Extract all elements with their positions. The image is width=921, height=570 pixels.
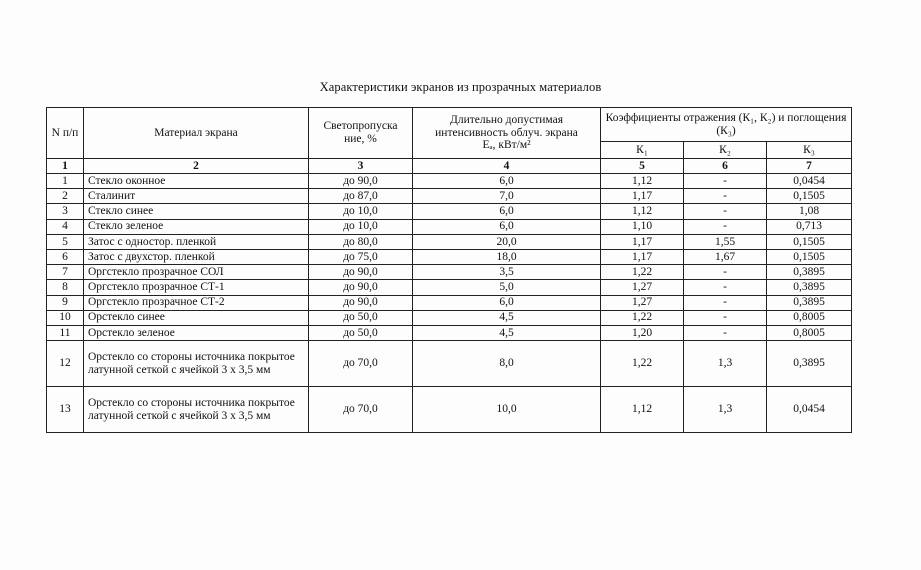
cell-material: Оргстекло прозрачное СТ-1 (84, 280, 309, 295)
cell-light-transmission: до 87,0 (309, 189, 413, 204)
header-intensity (413, 108, 601, 159)
cell-intensity: 3,5 (413, 265, 601, 280)
cell-material: Оргстекло прозрачное СОЛ (84, 265, 309, 280)
cell-k2: - (684, 189, 767, 204)
cell-k3: 0,8005 (767, 310, 852, 325)
materials-table (46, 107, 852, 433)
cell-intensity: 4,5 (413, 310, 601, 325)
column-number-row (47, 159, 852, 174)
cell-k3: 0,3895 (767, 341, 852, 387)
cell-k3: 0,8005 (767, 325, 852, 340)
cell-k1: 1,27 (601, 295, 684, 310)
column-number: 7 (767, 159, 852, 174)
cell-light-transmission: до 50,0 (309, 325, 413, 340)
header-k3: К₃ (767, 142, 852, 159)
cell-k3: 0,1505 (767, 234, 852, 249)
cell-n: 7 (47, 265, 84, 280)
cell-n: 8 (47, 280, 84, 295)
table-row (47, 174, 852, 189)
column-number: 5 (601, 159, 684, 174)
cell-k2: - (684, 295, 767, 310)
header-intensity-unit: Еₐ, кВт/м² (482, 139, 531, 152)
table-row (47, 219, 852, 234)
cell-k3: 0,0454 (767, 174, 852, 189)
cell-intensity: 6,0 (413, 219, 601, 234)
cell-k1: 1,22 (601, 341, 684, 387)
column-number: 3 (309, 159, 413, 174)
cell-intensity: 5,0 (413, 280, 601, 295)
header-k1: К₁ (601, 142, 684, 159)
cell-k3: 0,1505 (767, 189, 852, 204)
cell-k3: 0,3895 (767, 280, 852, 295)
table-row (47, 325, 852, 340)
cell-n: 12 (47, 341, 84, 387)
cell-k3: 0,713 (767, 219, 852, 234)
cell-n: 3 (47, 204, 84, 219)
cell-k3: 0,3895 (767, 295, 852, 310)
cell-k1: 1,10 (601, 219, 684, 234)
cell-k2: 1,3 (684, 341, 767, 387)
cell-k2: - (684, 310, 767, 325)
cell-light-transmission: до 50,0 (309, 310, 413, 325)
cell-k3: 0,1505 (767, 249, 852, 264)
cell-light-transmission: до 10,0 (309, 219, 413, 234)
cell-intensity: 6,0 (413, 204, 601, 219)
cell-n: 2 (47, 189, 84, 204)
cell-k1: 1,17 (601, 249, 684, 264)
cell-intensity: 10,0 (413, 387, 601, 433)
cell-k2: - (684, 265, 767, 280)
cell-k3: 0,3895 (767, 265, 852, 280)
table-row (47, 310, 852, 325)
cell-intensity: 20,0 (413, 234, 601, 249)
cell-material: Затос с двухстор. пленкой (84, 249, 309, 264)
cell-material: Орстекло зеленое (84, 325, 309, 340)
column-number: 4 (413, 159, 601, 174)
table-row (47, 387, 852, 433)
cell-light-transmission: до 80,0 (309, 234, 413, 249)
cell-material: Стекло зеленое (84, 219, 309, 234)
cell-material: Орстекло синее (84, 310, 309, 325)
cell-k2: 1,3 (684, 387, 767, 433)
cell-k2: - (684, 325, 767, 340)
cell-intensity: 6,0 (413, 174, 601, 189)
cell-n: 9 (47, 295, 84, 310)
cell-k1: 1,12 (601, 387, 684, 433)
header-n: N п/п (47, 108, 84, 159)
cell-material: Стекло оконное (84, 174, 309, 189)
cell-light-transmission: до 90,0 (309, 174, 413, 189)
table-row (47, 341, 852, 387)
cell-intensity: 18,0 (413, 249, 601, 264)
cell-material: Оргстекло прозрачное СТ-2 (84, 295, 309, 310)
table-row (47, 234, 852, 249)
cell-n: 13 (47, 387, 84, 433)
cell-n: 4 (47, 219, 84, 234)
cell-intensity: 4,5 (413, 325, 601, 340)
table-row (47, 204, 852, 219)
cell-n: 1 (47, 174, 84, 189)
cell-n: 6 (47, 249, 84, 264)
table-row (47, 265, 852, 280)
cell-light-transmission: до 10,0 (309, 204, 413, 219)
cell-k1: 1,12 (601, 204, 684, 219)
cell-k2: - (684, 174, 767, 189)
header-material: Материал экрана (84, 108, 309, 159)
cell-light-transmission: до 70,0 (309, 341, 413, 387)
cell-n: 5 (47, 234, 84, 249)
cell-k1: 1,17 (601, 189, 684, 204)
table-row (47, 249, 852, 264)
cell-n: 10 (47, 310, 84, 325)
cell-light-transmission: до 75,0 (309, 249, 413, 264)
header-intensity-text: Длительно допустимая интенсивность облуч. экрана (435, 114, 578, 139)
cell-k1: 1,20 (601, 325, 684, 340)
cell-k2: - (684, 219, 767, 234)
cell-k2: - (684, 280, 767, 295)
cell-k1: 1,22 (601, 265, 684, 280)
cell-k1: 1,22 (601, 310, 684, 325)
cell-intensity: 8,0 (413, 341, 601, 387)
cell-material: Стекло синее (84, 204, 309, 219)
cell-light-transmission: до 70,0 (309, 387, 413, 433)
column-number: 1 (47, 159, 84, 174)
cell-intensity: 7,0 (413, 189, 601, 204)
cell-light-transmission: до 90,0 (309, 295, 413, 310)
cell-material: Затос с одностор. пленкой (84, 234, 309, 249)
cell-material: Орстекло со стороны источника покрытое латунной сеткой с ячейкой 3 х 3,5 мм (84, 341, 309, 387)
cell-k1: 1,27 (601, 280, 684, 295)
table-row (47, 295, 852, 310)
cell-n: 11 (47, 325, 84, 340)
header-light-transmission: Светопропуска ние, % (309, 108, 413, 159)
cell-intensity: 6,0 (413, 295, 601, 310)
table-row (47, 280, 852, 295)
cell-k1: 1,12 (601, 174, 684, 189)
header-row (47, 108, 852, 142)
column-number: 6 (684, 159, 767, 174)
cell-light-transmission: до 90,0 (309, 280, 413, 295)
header-k2: К₂ (684, 142, 767, 159)
cell-k2: 1,55 (684, 234, 767, 249)
document-title: Характеристики экранов из прозрачных материалов (319, 80, 602, 94)
cell-k1: 1,17 (601, 234, 684, 249)
cell-material: Орстекло со стороны источника покрытое латунной сеткой с ячейкой 3 х 3,5 мм (84, 387, 309, 433)
column-number: 2 (84, 159, 309, 174)
header-coefficients: Коэффициенты отражения (К₁, К₂) и поглощения (К₃) (601, 108, 852, 142)
cell-k3: 1,08 (767, 204, 852, 219)
cell-material: Сталинит (84, 189, 309, 204)
cell-k2: - (684, 204, 767, 219)
table-row (47, 189, 852, 204)
cell-k2: 1,67 (684, 249, 767, 264)
cell-k3: 0,0454 (767, 387, 852, 433)
cell-light-transmission: до 90,0 (309, 265, 413, 280)
